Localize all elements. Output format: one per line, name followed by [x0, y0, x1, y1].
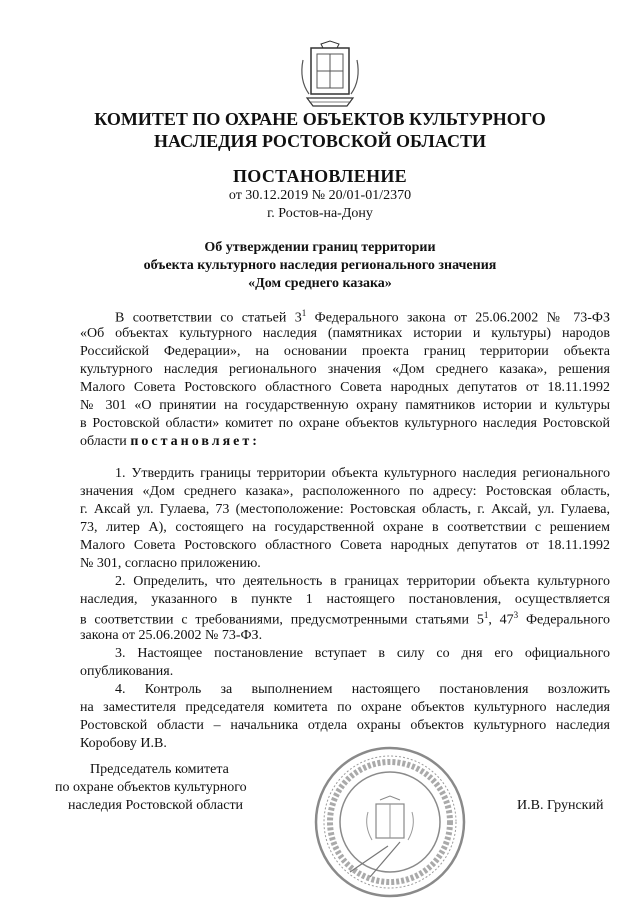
item-3-line: 3. Настоящее постановление вступает в силу со дня его официального [115, 646, 610, 661]
item-1-line: г. Аксай ул. Гулаева, 73 (местоположение: Ростовская область, г. Аксай, ул. Гулаева, [80, 502, 610, 517]
preamble-line: Малого Совета Ростовского областного Совета народных депутатов от 18.11.1992 [80, 380, 610, 395]
item-1-line: Малого Совета Ростовского областного Совета народных депутатов от 18.11.1992 [80, 538, 610, 553]
signer-position-line3: наследия Ростовской области [68, 798, 244, 813]
document-number-date: от 30.12.2019 № 20/01-01/2370 [228, 188, 412, 203]
coat-of-arms-icon [295, 40, 365, 110]
item-1-line: 1. Утвердить границы территории объекта культурного наследия регионального [115, 466, 610, 481]
item-2-line: наследия, указанного в пункте 1 настоящего постановления, осуществляется [80, 592, 610, 607]
subject-line1: Об утверждении границ территории [204, 240, 436, 255]
item-4-line: Коробову И.В. [80, 736, 167, 751]
document-type-title: ПОСТАНОВЛЕНИЕ [233, 166, 407, 186]
item-1-line: 73, литер А), состоящего на государственной охране в соответствии с решением [80, 520, 610, 535]
organization-name-line2: НАСЛЕДИЯ РОСТОВСКОЙ ОБЛАСТИ [154, 131, 486, 151]
resolves-word: постановляет: [130, 434, 260, 449]
signer-position-line2: по охране объектов культурного [55, 780, 247, 795]
official-seal-icon [310, 742, 470, 902]
organization-name-line1: КОМИТЕТ ПО ОХРАНЕ ОБЪЕКТОВ КУЛЬТУРНОГО [94, 109, 546, 129]
item-1-line: значения «Дом среднего казака», расположенного по адресу: Ростовская область, [80, 484, 610, 499]
item-4-line: Ростовской области – начальника отдела охраны объектов культурного наследия [80, 718, 610, 733]
signer-position-line1: Председатель комитета [90, 762, 229, 777]
signer-name: И.В. Грунский [517, 798, 604, 813]
preamble-line: В соответствии со статьей $3^1$ Федерального закона от 25.06.2002 № 73-ФЗ [115, 308, 610, 326]
document-city: г. Ростов-на-Дону [267, 206, 373, 221]
preamble-line: культурного наследия регионального значения «Дом среднего казака», решения [80, 362, 610, 377]
subject-line3: «Дом среднего казака» [248, 276, 392, 291]
item-2-line: закона от 25.06.2002 № 73-ФЗ. [80, 628, 263, 643]
item-1-line: № 301, согласно приложению. [80, 556, 261, 571]
preamble-line: области постановляет: [80, 434, 260, 449]
item-4-line: 4. Контроль за выполнением настоящего постановления возложить [115, 682, 610, 697]
preamble-line: в Ростовской области» комитет по охране объектов культурного наследия Ростовской [80, 416, 610, 431]
item-2-line: в соответствии с требованиями, предусмотренными статьями $5^1$, $47^3$ Федерального [80, 610, 610, 628]
preamble-line: «Об объектах культурного наследия (памятниках истории и культуры) народов [80, 326, 610, 341]
subject-line2: объекта культурного наследия регионального значения [143, 258, 497, 273]
preamble-line: Российской Федерации», на основании проекта границ территории объекта [80, 344, 610, 359]
preamble-line: № 301 «О принятии на государственную охрану памятников истории и культуры [80, 398, 610, 413]
item-3-line: опубликования. [80, 664, 174, 679]
item-2-line: 2. Определить, что деятельность в границах территории объекта культурного [115, 574, 610, 589]
item-4-line: на заместителя председателя комитета по охране объектов культурного наследия [80, 700, 610, 715]
